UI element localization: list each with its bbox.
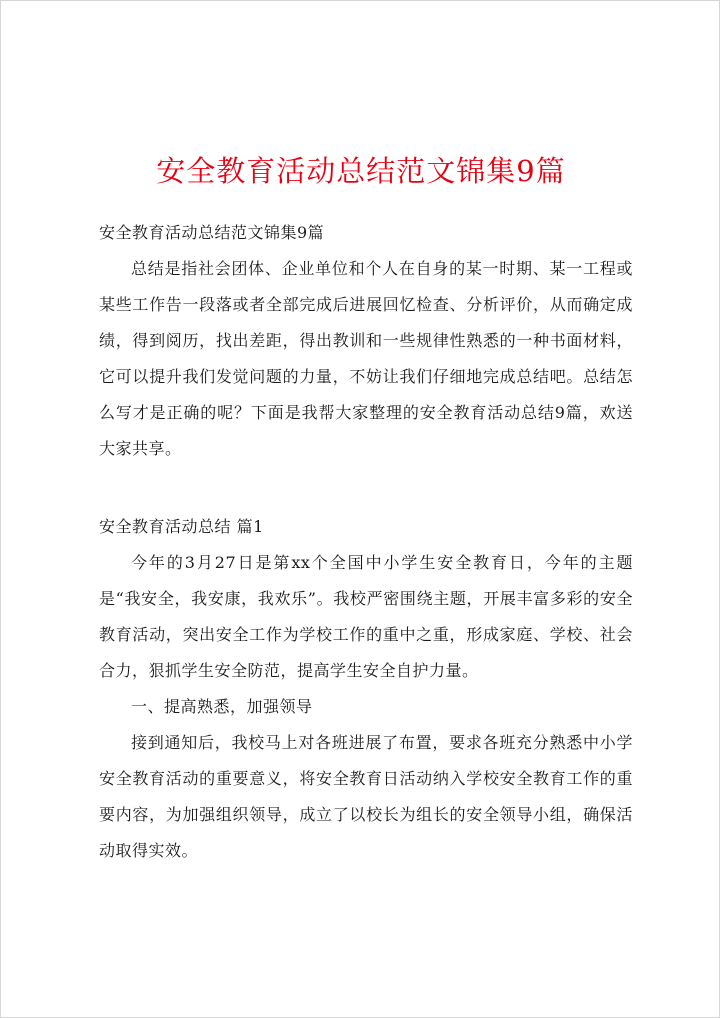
subheading-1: 一、提高熟悉，加强领导 [131,697,313,716]
section-heading: 安全教育活动总结 篇1 [99,517,264,536]
section-paragraph-1: 今年的3月27日是第xx个全国中小学生安全教育日，今年的主题是“我安全，我安康，我欢乐”。我校严密围绕主题，开展丰富多彩的安全教育活动，突出安全工作为学校工作的重中之重，形成家庭、学校、社会合力，狠抓学生安全防范，提高学生安全自护力量。 [99,553,633,680]
document-body [99,215,633,869]
section-paragraph-2: 接到通知后，我校马上对各班进展了布置，要求各班充分熟悉中小学安全教育活动的重要意义，将安全教育日活动纳入学校安全教育工作的重要内容，为加强组织领导，成立了以校长为组长的安全领导小组，确保活动取得实效。 [99,733,633,860]
intro-paragraph: 总结是指社会团体、企业单位和个人在自身的某一时期、某一工程或某些工作告一段落或者全部完成后进展回忆检查、分析评价，从而确定成绩，得到阅历，找出差距，得出教训和一些规律性熟悉的一种书面材料，它可以提升我们发觉问题的力量，不妨让我们仔细地完成总结吧。总结怎么写才是正确的呢？下面是我帮大家整理的安全教育活动总结9篇，欢送大家共享。 [99,259,633,458]
document-subtitle: 安全教育活动总结范文锦集9篇 [99,223,325,242]
document-title: 安全教育活动总结范文锦集9篇 [156,154,566,188]
